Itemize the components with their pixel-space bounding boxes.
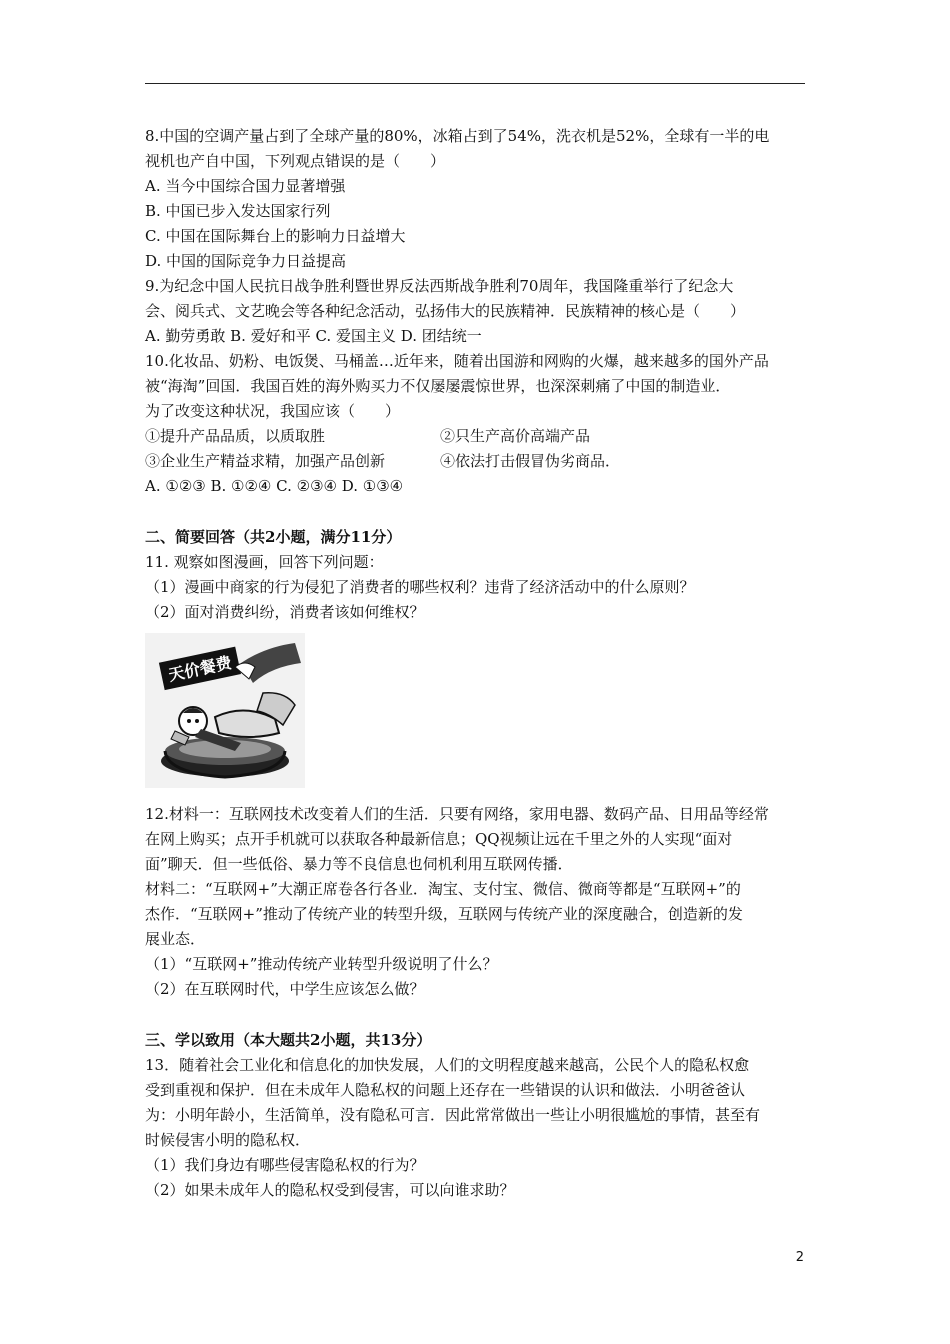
q12-line2: 在网上购买；点开手机就可以获取各种最新信息；QQ视频让远在千里之外的人实现“面对 <box>145 830 733 848</box>
q12-line4: 材料二：“互联网+”大潮正席卷各行各业．淘宝、支付宝、微信、微商等都是“互联网+”的 <box>145 880 741 898</box>
q8-stem-line1: 8.中国的空调产量占到了全球产量的80%，冰箱占到了54%，洗衣机是52%，全球有一半的电 <box>145 127 770 145</box>
q13-sub-2: （2）如果未成年人的隐私权受到侵害，可以向谁求助？ <box>145 1181 515 1199</box>
q12-line5: 杰作．“互联网+”推动了传统产业的转型升级，互联网与传统产业的深度融合，创造新的发 <box>145 905 743 923</box>
q8-option-d: D. 中国的国际竞争力日益提高 <box>145 252 347 270</box>
q11-sub-2: （2）面对消费纠纷，消费者该如何维权？ <box>145 603 425 621</box>
cartoon-image <box>145 633 305 788</box>
question-9 <box>145 274 810 349</box>
q10-options: A. ①②③ B. ①②④ C. ②③④ D. ①③④ <box>145 477 404 495</box>
q10-items-row1 <box>145 424 810 449</box>
q10-stem-line1: 10.化妆品、奶粉、电饭煲、马桶盖…近年来，随着出国游和网购的火爆，越来越多的国外产品 <box>145 352 769 370</box>
header-rule <box>145 83 805 84</box>
q13-sub-1: （1）我们身边有哪些侵害隐私权的行为？ <box>145 1156 425 1174</box>
question-13 <box>145 1053 810 1203</box>
question-8 <box>145 124 810 274</box>
q9-stem-line2: 会、阅兵式、文艺晚会等各种纪念活动，弘扬伟大的民族精神．民族精神的核心是（ ） <box>145 302 746 320</box>
q8-option-c: C. 中国在国际舞台上的影响力日益增大 <box>145 227 406 245</box>
q10-item-4: ④依法打击假冒伪劣商品． <box>440 452 621 470</box>
q13-line4: 时候侵害小明的隐私权． <box>145 1131 311 1149</box>
section-3-heading: 三、学以致用（本大题共2小题，共13分） <box>145 1031 432 1049</box>
q13-line2: 受到重视和保护．但在未成年人隐私权的问题上还存在一些错误的认识和做法．小明爸爸认 <box>145 1081 746 1099</box>
page-number: 2 <box>795 1250 804 1265</box>
q12-line3: 面”聊天．但一些低俗、暴力等不良信息也伺机利用互联网传播． <box>145 855 573 873</box>
question-11 <box>145 550 810 802</box>
q10-stem-line2: 被“海淘”回国．我国百姓的海外购买力不仅屡屡震惊世界，也深深刺痛了中国的制造业． <box>145 377 731 395</box>
section-2-heading: 二、简要回答（共2小题，满分11分） <box>145 528 402 546</box>
q8-stem-line2: 视机也产自中国，下列观点错误的是（ ） <box>145 152 446 170</box>
question-12 <box>145 802 810 1002</box>
exam-content <box>145 124 810 1203</box>
q10-item-2: ②只生产高价高端产品 <box>440 427 591 445</box>
q13-line3: 为：小明年龄小，生活简单，没有隐私可言．因此常常做出一些让小明很尴尬的事情，甚至有 <box>145 1106 761 1124</box>
q10-items-row2 <box>145 449 810 474</box>
q11-sub-1: （1）漫画中商家的行为侵犯了消费者的哪些权利？违背了经济活动中的什么原则？ <box>145 578 695 596</box>
q8-option-b: B. 中国已步入发达国家行列 <box>145 202 331 220</box>
q13-line1: 13．随着社会工业化和信息化的加快发展，人们的文明程度越来越高，公民个人的隐私权愈 <box>145 1056 750 1074</box>
q9-stem-line1: 9.为纪念中国人民抗日战争胜利暨世界反法西斯战争胜利70周年，我国隆重举行了纪念大 <box>145 277 734 295</box>
q8-option-a: A. 当今中国综合国力显著增强 <box>145 177 346 195</box>
q10-item-3: ③企业生产精益求精，加强产品创新 <box>145 452 386 470</box>
q12-line6: 展业态． <box>145 930 206 948</box>
q12-line1: 12.材料一：互联网技术改变着人们的生活．只要有网络，家用电器、数码产品、日用品等经常 <box>145 805 769 823</box>
q12-sub-1: （1）“互联网+”推动传统产业转型升级说明了什么？ <box>145 955 498 973</box>
q12-sub-2: （2）在互联网时代，中学生应该怎么做？ <box>145 980 425 998</box>
q10-stem-line3: 为了改变这种状况，我国应该（ ） <box>145 402 401 420</box>
q9-options: A. 勤劳勇敢 B. 爱好和平 C. 爱国主义 D. 团结统一 <box>145 327 482 345</box>
question-10 <box>145 349 810 499</box>
comic-sign-text: 天价餐费 <box>166 652 234 685</box>
q10-item-1: ①提升产品品质，以质取胜 <box>145 427 326 445</box>
q11-stem: 11. 观察如图漫画，回答下列问题： <box>145 553 384 571</box>
